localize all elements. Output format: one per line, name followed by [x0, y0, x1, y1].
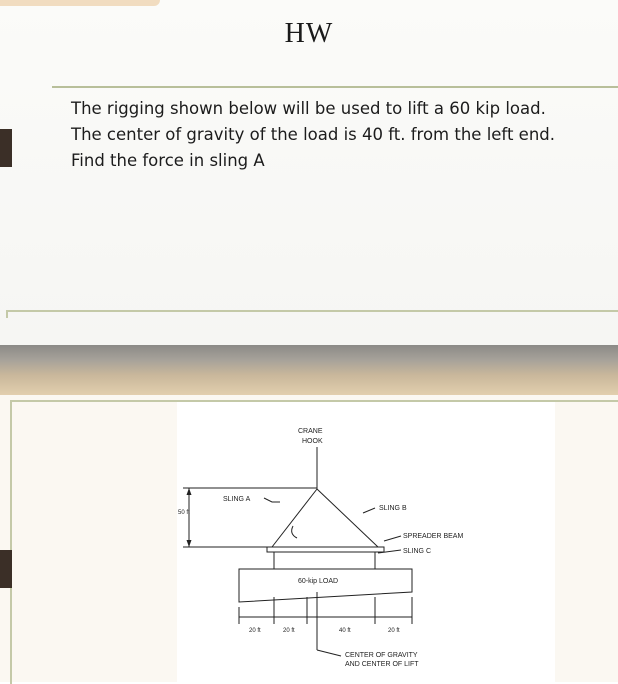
sling-a-leader	[264, 498, 280, 502]
height-arrow-top	[187, 488, 192, 495]
dim-label-4: 20 ft	[388, 628, 400, 634]
slide-tab-marker	[0, 129, 12, 167]
hook-curl	[292, 526, 297, 538]
problem-statement	[71, 96, 611, 174]
rigging-diagram-panel	[177, 402, 555, 682]
spreader-leader	[384, 536, 401, 541]
sling-c-label: SLING C	[403, 548, 432, 555]
problem-line-3: Find the force in sling A	[71, 151, 265, 170]
spreader-beam-label: SPREADER BEAM	[403, 533, 464, 540]
cg-note-line-2: AND CENTER OF LIFT	[345, 661, 419, 668]
top-accent	[0, 0, 160, 6]
crane-hook-label-1: CRANE	[298, 428, 323, 435]
load-shape	[239, 569, 412, 602]
dim-label-3: 40 ft	[339, 628, 351, 634]
height-label: 50 ft	[178, 510, 190, 516]
sling-a-label: SLING A	[223, 496, 251, 503]
slide-tab-marker-lower	[0, 550, 12, 588]
sling-a-line	[272, 489, 317, 547]
cg-note-line-1: CENTER OF GRAVITY	[345, 652, 418, 659]
sling-b-line	[317, 489, 378, 547]
problem-line-1: The rigging shown below will be used to lift a 60 kip load.	[71, 99, 546, 118]
title-divider	[52, 86, 618, 88]
rigging-diagram	[177, 402, 555, 682]
cg-leader	[317, 650, 341, 656]
slide-border	[6, 310, 618, 318]
background-band	[0, 345, 618, 395]
dim-label-1: 20 ft	[249, 628, 261, 634]
crane-hook-label-2: HOOK	[302, 438, 323, 445]
height-arrow-bottom	[187, 540, 192, 547]
problem-line-2: The center of gravity of the load is 40 ft. from the left end.	[71, 125, 555, 144]
dim-label-2: 20 ft	[283, 628, 295, 634]
sling-b-label: SLING B	[379, 505, 407, 512]
slide-title: HW	[284, 18, 334, 49]
sling-b-leader	[363, 508, 375, 513]
spreader-beam-shape	[267, 547, 384, 552]
load-label: 60-kip LOAD	[298, 578, 339, 585]
